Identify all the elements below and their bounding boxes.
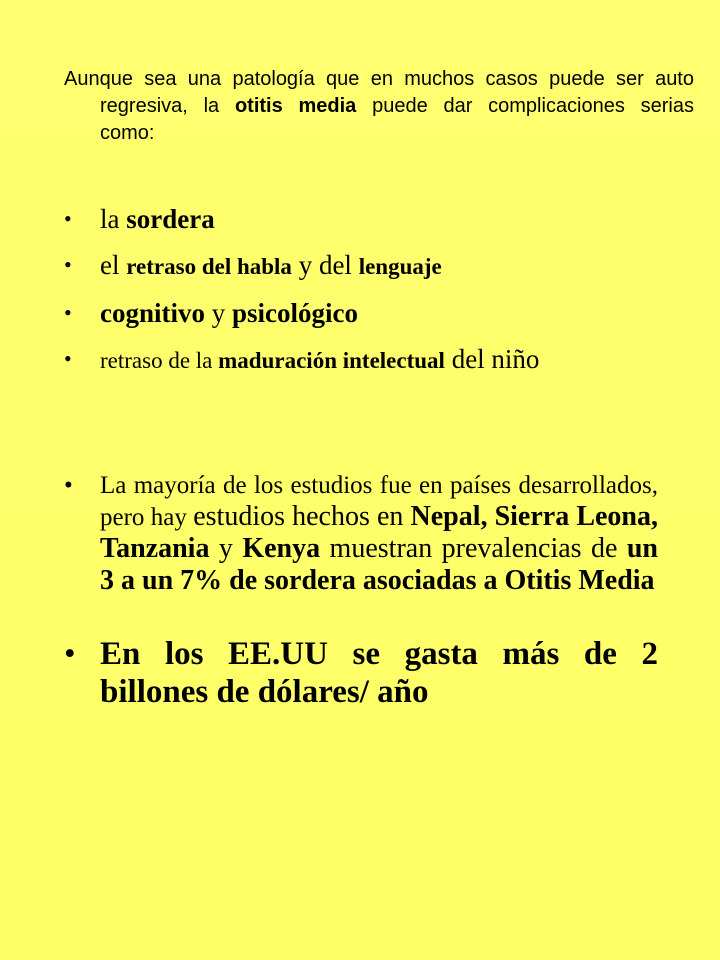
- intro-otitis-media: otitis media: [234, 95, 357, 117]
- point-text: estudios hechos en: [193, 501, 411, 532]
- intro-text-2: puede dar complicaciones serias como: [100, 95, 694, 144]
- point-bold-countries: Nepal, Sierra Leona, Tanzania: [100, 501, 658, 564]
- point-text: y: [209, 533, 243, 564]
- item-bold: sordera: [126, 204, 215, 234]
- bullet-icon: •: [64, 300, 72, 325]
- bullet-icon: •: [64, 252, 72, 277]
- item-text: la: [100, 204, 127, 234]
- item-bold: maduración intelectual: [218, 348, 445, 373]
- item-bold: psicológico: [232, 298, 358, 328]
- intro-text-1: Aunque sea una patología que en muchos casos puede ser auto regresiva, la: [64, 68, 694, 117]
- bullet-icon: •: [64, 346, 72, 371]
- point-bold-prevalence: un 3 a un 7% de sordera asociadas a Otitis Media: [100, 533, 659, 596]
- item-bold: cognitivo: [100, 298, 205, 328]
- item-text: y del: [291, 250, 359, 280]
- point-text: muestran prevalencias de: [320, 533, 627, 564]
- complication-item-cognitivo: [64, 298, 664, 328]
- item-bold: lenguaje: [358, 254, 442, 279]
- item-bold: retraso del habla: [126, 254, 292, 279]
- point-text: La mayoría de los estudios fue en países desarrollados, pero hay: [100, 472, 658, 531]
- main-points-list: [64, 470, 658, 711]
- bullet-icon: •: [64, 472, 73, 499]
- item-text: el: [100, 250, 127, 280]
- complication-item-retraso-habla: [64, 250, 664, 282]
- complication-item-maduracion: [64, 344, 664, 376]
- intro-paragraph: [64, 66, 694, 147]
- point-bold-kenya: Kenya: [242, 533, 321, 564]
- point-cost: [64, 635, 658, 711]
- point-studies: [64, 470, 658, 597]
- item-text: y: [205, 298, 232, 328]
- item-text: retraso de la: [100, 348, 219, 373]
- bullet-icon: •: [64, 636, 76, 672]
- intro-colon: :: [148, 122, 155, 144]
- point-cost-text: En los EE.UU se gasta más de 2 billones de dólares/ año: [100, 636, 658, 710]
- bullet-icon: •: [64, 206, 72, 231]
- complications-list: [64, 204, 664, 392]
- complication-item-sordera: [64, 204, 664, 234]
- item-text: del niño: [444, 344, 540, 374]
